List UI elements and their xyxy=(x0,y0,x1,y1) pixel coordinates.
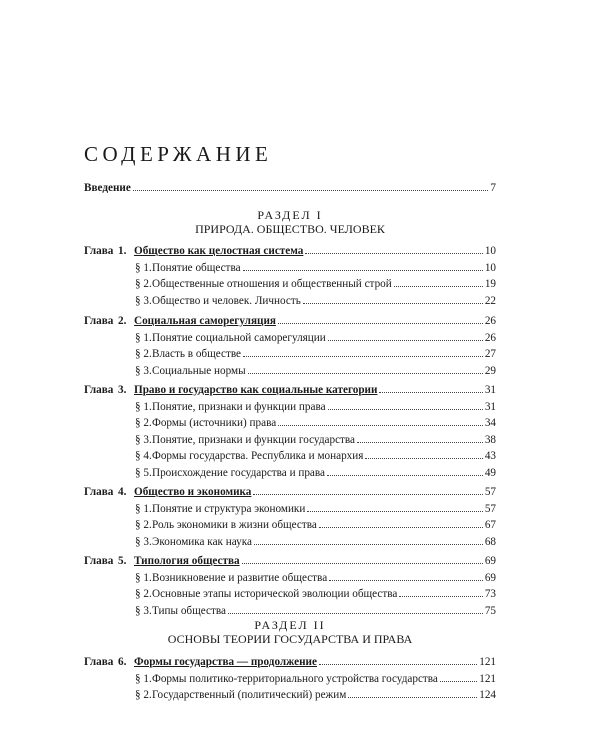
toc-entry-section[interactable] xyxy=(135,466,496,480)
dot-leader xyxy=(228,613,483,614)
section-title: Формы политико-территориального устройства государства xyxy=(152,672,438,685)
section-number: § 3. xyxy=(135,364,152,377)
chapter-title: Типология общества xyxy=(134,555,240,567)
section-number: § 1. xyxy=(135,571,152,584)
page-number: 31 xyxy=(484,400,496,413)
part-label: РАЗДЕЛ I xyxy=(257,208,323,222)
toc-entry-section[interactable] xyxy=(135,364,496,378)
section-title: Экономика как наука xyxy=(152,535,252,548)
dot-leader xyxy=(399,596,482,597)
section-number: § 3. xyxy=(135,604,152,617)
page-number: 68 xyxy=(484,535,496,548)
dot-leader xyxy=(329,580,483,581)
page-number: 27 xyxy=(484,348,496,360)
page-number: 29 xyxy=(484,364,496,377)
chapter-number: 4. xyxy=(118,486,127,498)
chapter-title: Право и государство как социальные категории xyxy=(134,384,378,396)
section-title: Социальные нормы xyxy=(152,364,246,377)
section-number: § 2. xyxy=(135,278,152,290)
page-number: 43 xyxy=(484,450,496,462)
chapter-prefix: Глава xyxy=(84,486,114,498)
dot-leader xyxy=(328,409,483,410)
page-number: 10 xyxy=(484,261,496,274)
dot-leader xyxy=(242,563,483,564)
section-title: Формы (источники) права xyxy=(152,417,277,429)
section-number: § 3. xyxy=(135,294,152,307)
toc-entry-section[interactable] xyxy=(135,433,496,447)
dot-leader xyxy=(303,303,483,304)
dot-leader xyxy=(305,253,482,254)
chapter-number: 5. xyxy=(118,555,127,567)
section-title: Основные этапы исторической эволюции общества xyxy=(152,588,398,600)
page-number: 26 xyxy=(484,315,496,327)
toc-entry-chapter[interactable] xyxy=(84,655,496,669)
toc-entry-chapter[interactable] xyxy=(84,383,496,397)
section-title: Общественные отношения и общественный строй xyxy=(152,278,392,290)
section-number: § 5. xyxy=(135,466,152,479)
section-title: Происхождение государства и права xyxy=(152,466,325,479)
dot-leader xyxy=(379,392,482,393)
section-title: Общество и человек. Личность xyxy=(152,294,301,307)
page-number: 57 xyxy=(484,502,496,515)
page-number: 121 xyxy=(479,672,496,685)
section-number: § 1. xyxy=(135,331,152,344)
dot-leader xyxy=(327,475,483,476)
page-number: 19 xyxy=(484,278,496,290)
section-title: Понятие социальной саморегуляции xyxy=(152,331,326,344)
section-title: Типы общества xyxy=(152,604,226,617)
section-title: Понятие, признаки и функции государства xyxy=(152,433,356,446)
part-label: РАЗДЕЛ II xyxy=(254,618,326,632)
part-title: ПРИРОДА. ОБЩЕСТВО. ЧЕЛОВЕК xyxy=(195,222,385,236)
chapter-prefix: Глава xyxy=(84,245,114,257)
toc-entry-section[interactable] xyxy=(135,518,496,532)
page-number: 38 xyxy=(484,433,496,446)
section-number: § 3. xyxy=(135,535,152,548)
toc-entry-chapter[interactable] xyxy=(84,485,496,499)
page-number: 69 xyxy=(484,571,496,584)
section-title: Понятие, признаки и функции права xyxy=(152,400,326,413)
toc-entry-section[interactable] xyxy=(135,672,496,686)
section-number: § 2. xyxy=(135,519,152,531)
page-number: 75 xyxy=(484,604,496,617)
dot-leader xyxy=(440,681,477,682)
dot-leader xyxy=(307,511,482,512)
chapter-number: 2. xyxy=(118,315,127,327)
chapter-title: Общество как целостная система xyxy=(134,245,304,257)
toc-entry-intro[interactable] xyxy=(84,181,496,195)
toc-entry-section[interactable] xyxy=(135,294,496,308)
section-title: Власть в обществе xyxy=(152,348,242,360)
section-title: Формы государства. Республика и монархия xyxy=(152,450,364,462)
section-number: § 1. xyxy=(135,502,152,515)
dot-leader xyxy=(278,425,483,426)
dot-leader xyxy=(133,190,489,191)
chapter-title: Общество и экономика xyxy=(134,486,252,498)
section-number: § 2. xyxy=(135,588,152,600)
intro-title: Введение xyxy=(84,182,131,194)
dot-leader xyxy=(328,340,483,341)
dot-leader xyxy=(357,442,483,443)
page-number: 124 xyxy=(479,689,496,701)
toc-entry-section[interactable] xyxy=(135,688,496,702)
page-number: 10 xyxy=(484,245,496,257)
chapter-title: Формы государства — продолжение xyxy=(134,656,317,668)
toc-entry-section[interactable] xyxy=(135,347,496,361)
section-number: § 1. xyxy=(135,672,152,685)
dot-leader xyxy=(253,494,482,495)
toc-entry-section[interactable] xyxy=(135,502,496,516)
dot-leader xyxy=(243,356,483,357)
toc-entry-section[interactable] xyxy=(135,587,496,601)
dot-leader xyxy=(254,544,483,545)
section-number: § 4. xyxy=(135,450,152,462)
toc-entry-chapter[interactable] xyxy=(84,314,496,328)
chapter-number: 3. xyxy=(118,384,127,396)
toc-entry-chapter[interactable] xyxy=(84,554,496,568)
toc-entry-section[interactable] xyxy=(135,449,496,463)
dot-leader xyxy=(319,527,483,528)
section-title: Роль экономики в жизни общества xyxy=(152,519,317,531)
section-title: Понятие общества xyxy=(152,261,241,274)
section-number: § 2. xyxy=(135,417,152,429)
chapter-prefix: Глава xyxy=(84,315,114,327)
toc-entry-section[interactable] xyxy=(135,571,496,585)
section-number: § 2. xyxy=(135,689,152,701)
page-title: СОДЕРЖАНИЕ xyxy=(84,142,273,166)
toc-entry-section[interactable] xyxy=(135,416,496,430)
part-title: ОСНОВЫ ТЕОРИИ ГОСУДАРСТВА И ПРАВА xyxy=(167,632,413,646)
page-number: 67 xyxy=(484,519,496,531)
page-number: 49 xyxy=(484,466,496,479)
page-number: 121 xyxy=(479,656,496,668)
section-number: § 1. xyxy=(135,261,152,274)
chapter-number: 6. xyxy=(118,656,127,668)
dot-leader xyxy=(243,270,483,271)
chapter-title: Социальная саморегуляция xyxy=(134,315,276,327)
toc-entry-section[interactable] xyxy=(135,604,496,618)
dot-leader xyxy=(278,323,483,324)
section-number: § 2. xyxy=(135,348,152,360)
toc-entry-section[interactable] xyxy=(135,331,496,345)
page-number: 57 xyxy=(484,486,496,498)
section-number: § 3. xyxy=(135,433,152,446)
dot-leader xyxy=(348,697,477,698)
dot-leader xyxy=(394,286,483,287)
page-number: 73 xyxy=(484,588,496,600)
page-number: 26 xyxy=(484,331,496,344)
chapter-prefix: Глава xyxy=(84,555,114,567)
page-number: 7 xyxy=(490,182,496,194)
section-title: Государственный (политический) режим xyxy=(152,689,347,701)
toc-entry-section[interactable] xyxy=(135,400,496,414)
page-number: 69 xyxy=(484,555,496,567)
toc-entry-section[interactable] xyxy=(135,277,496,291)
dot-leader xyxy=(319,664,477,665)
page-number: 34 xyxy=(484,417,496,429)
chapter-prefix: Глава xyxy=(84,384,114,396)
section-number: § 1. xyxy=(135,400,152,413)
chapter-prefix: Глава xyxy=(84,656,114,668)
section-title: Возникновение и развитие общества xyxy=(152,571,328,584)
toc-entry-section[interactable] xyxy=(135,261,496,275)
section-title: Понятие и структура экономики xyxy=(152,502,306,515)
dot-leader xyxy=(248,373,483,374)
page-number: 31 xyxy=(484,384,496,396)
toc-entry-section[interactable] xyxy=(135,535,496,549)
toc-entry-chapter[interactable] xyxy=(84,244,496,258)
page-number: 22 xyxy=(484,294,496,307)
dot-leader xyxy=(365,458,482,459)
chapter-number: 1. xyxy=(118,245,127,257)
